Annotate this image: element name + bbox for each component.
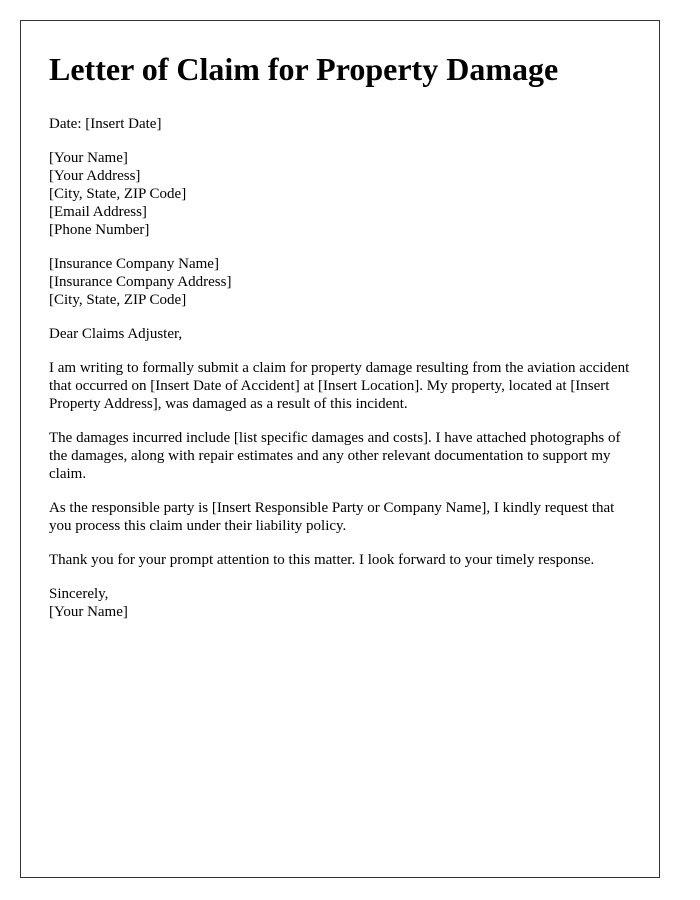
- sender-address: [Your Address]: [49, 168, 141, 184]
- date-line: Date: [Insert Date]: [49, 116, 162, 132]
- recipient-company-name: [Insurance Company Name]: [49, 256, 219, 272]
- letter-title: Letter of Claim for Property Damage: [49, 51, 559, 87]
- body-paragraph-liability: As the responsible party is [Insert Responsible Party or Company Name], I kindly request that you process this claim under their liability policy.: [49, 500, 615, 534]
- sender-email: [Email Address]: [49, 204, 147, 220]
- salutation: Dear Claims Adjuster,: [49, 326, 183, 342]
- signature-name: [Your Name]: [49, 604, 128, 620]
- body-paragraph-incident: I am writing to formally submit a claim for property damage resulting from the aviation accident that occurred on [Insert Date of Accident] at [Insert Location]. My property, located at [Insert Property Address], was damaged as a result of this incident.: [49, 360, 630, 412]
- closing-block: [49, 585, 631, 621]
- recipient-company-address: [Insurance Company Address]: [49, 274, 232, 290]
- letter-page: [20, 20, 660, 878]
- sender-name: [Your Name]: [49, 150, 128, 166]
- closing: Sincerely,: [49, 586, 109, 602]
- sender-city-state-zip: [City, State, ZIP Code]: [49, 186, 187, 202]
- recipient-city-state-zip: [City, State, ZIP Code]: [49, 292, 187, 308]
- recipient-address-block: [49, 255, 631, 309]
- sender-phone: [Phone Number]: [49, 222, 150, 238]
- body-paragraph-thanks: Thank you for your prompt attention to this matter. I look forward to your timely response.: [49, 552, 595, 568]
- body-paragraph-damages: The damages incurred include [list specific damages and costs]. I have attached photographs of the damages, along with repair estimates and any other relevant documentation to support my claim.: [49, 430, 621, 482]
- sender-address-block: [49, 149, 631, 239]
